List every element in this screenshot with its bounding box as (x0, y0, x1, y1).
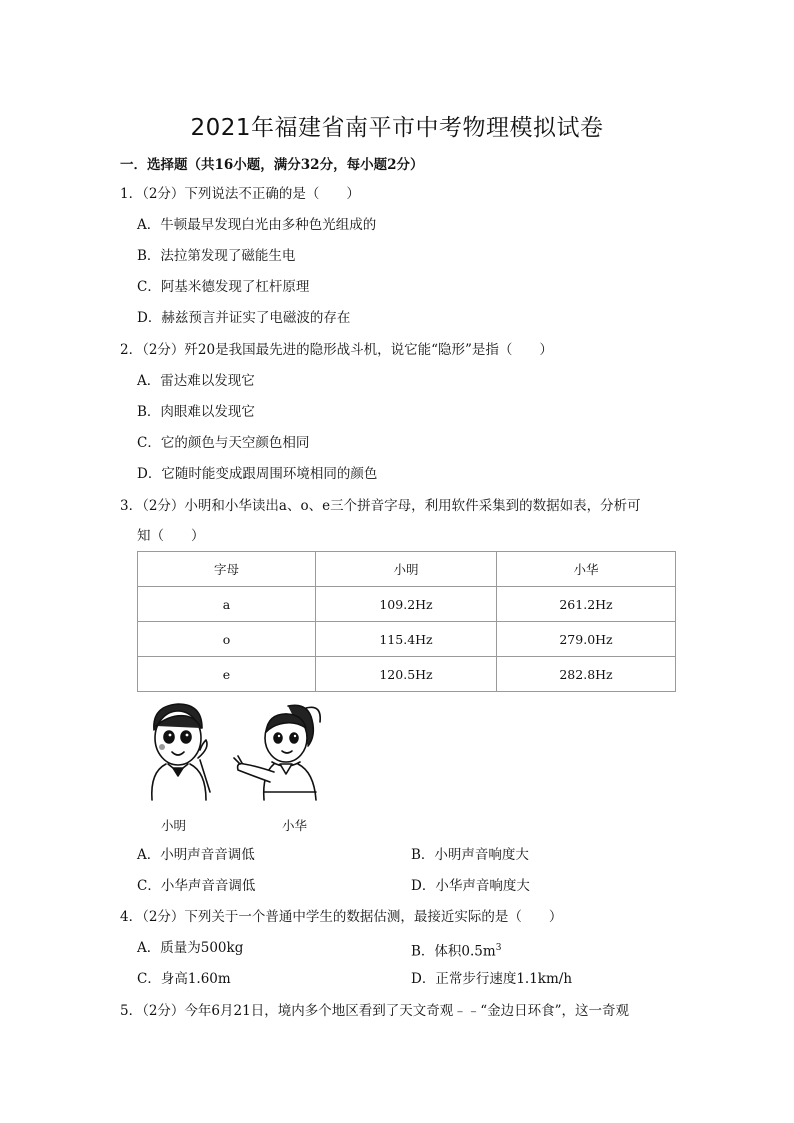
table-cell: 120.5Hz (316, 657, 497, 692)
boy-figure (152, 704, 210, 800)
table-cell: 115.4Hz (316, 622, 497, 657)
question-4-option-a: A．质量为500kg (137, 940, 244, 956)
question-4-option-c: C．身高1.60m (137, 971, 231, 987)
question-1-option-b: B．法拉第发现了磁能生电 (137, 248, 296, 264)
question-1-option-a: A．牛顿最早发现白光由多种色光组成的 (137, 217, 377, 233)
children-talking-illustration (140, 700, 330, 805)
question-4-option-d: D．正常步行速度1.1km/h (411, 971, 573, 987)
table-row (138, 587, 676, 622)
question-1-option-d: D．赫兹预言并证实了电磁波的存在 (137, 310, 351, 326)
question-2-stem: 2．（2分）歼20是我国最先进的隐形战斗机，说它能“隐形”是指（ ） (120, 342, 553, 358)
question-3-option-c: C．小华声音音调低 (137, 878, 256, 894)
table-cell: e (138, 657, 316, 692)
table-cell: 261.2Hz (497, 587, 676, 622)
question-4-option-b (411, 939, 501, 961)
table-row (138, 657, 676, 692)
frequency-table (137, 551, 676, 692)
table-cell: 279.0Hz (497, 622, 676, 657)
question-4-stem: 4．（2分）下列关于一个普通中学生的数据估测，最接近实际的是（ ） (120, 909, 563, 925)
question-3-option-b: B．小明声音响度大 (411, 847, 529, 863)
question-1-option-c: C．阿基米德发现了杠杆原理 (137, 279, 310, 295)
table-header-cell: 小明 (316, 552, 497, 587)
question-3-option-a: A．小明声音音调低 (137, 847, 255, 863)
page-title: 2021年福建省南平市中考物理模拟试卷 (190, 115, 604, 141)
table-cell: 282.8Hz (497, 657, 676, 692)
table-cell: 109.2Hz (316, 587, 497, 622)
table-cell: o (138, 622, 316, 657)
question-2-option-b: B．肉眼难以发现它 (137, 404, 255, 420)
question-2-option-d: D．它随时能变成跟周围环境相同的颜色 (137, 466, 378, 482)
superscript-exponent: 3 (495, 943, 502, 953)
caption-xiaohua: 小华 (282, 818, 308, 833)
question-3-stem-continued: 知（ ） (137, 528, 205, 544)
table-row (138, 622, 676, 657)
table-header-cell: 字母 (138, 552, 316, 587)
option-b-text: B．体积0.5m (411, 943, 496, 960)
question-5-stem: 5．（2分）今年6月21日，境内多个地区看到了天文奇观﹣﹣“金边日环食”，这一奇观 (120, 1003, 629, 1019)
section-heading: 一．选择题（共16小题，满分32分，每小题2分） (120, 157, 424, 173)
table-header-row (138, 552, 676, 587)
question-1-stem: 1．（2分）下列说法不正确的是（ ） (120, 186, 360, 202)
girl-figure (234, 705, 320, 800)
question-3-option-d: D．小华声音响度大 (411, 878, 530, 894)
table-header-cell: 小华 (497, 552, 676, 587)
question-3-stem: 3．（2分）小明和小华读出a、o、e三个拼音字母，利用软件采集到的数据如表，分析可 (120, 498, 641, 514)
caption-xiaoming: 小明 (161, 818, 187, 833)
question-2-option-a: A．雷达难以发现它 (137, 373, 255, 389)
table-cell: a (138, 587, 316, 622)
question-2-option-c: C．它的颜色与天空颜色相同 (137, 435, 310, 451)
